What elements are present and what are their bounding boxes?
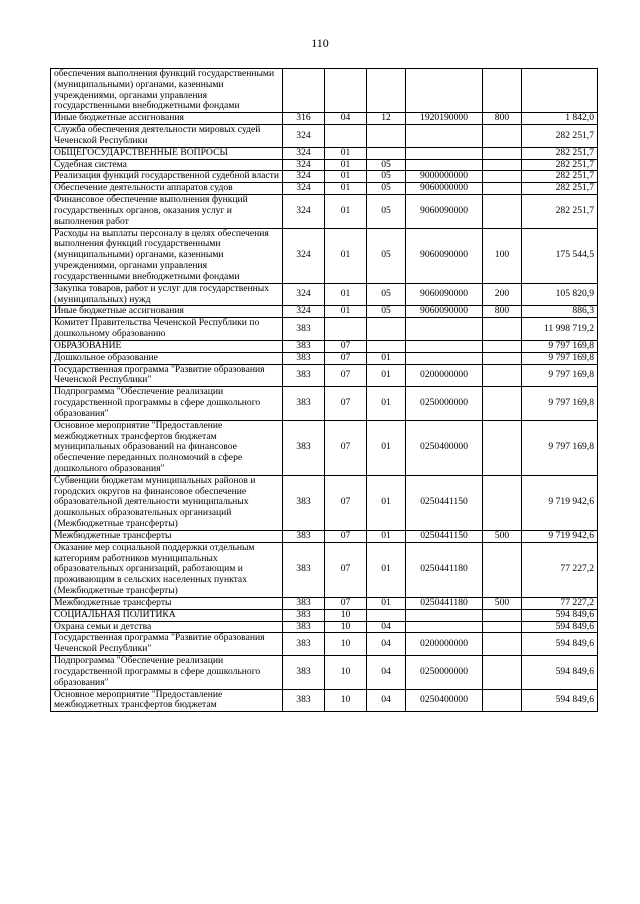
row-name-cell: Подпрограмма "Обеспечение реализации государственной программы в сфере дошкольного образования" xyxy=(51,656,283,689)
expense-type-cell xyxy=(483,352,522,364)
target-article-cell: 0250000000 xyxy=(406,387,483,420)
amount-cell: 77 227,2 xyxy=(522,542,598,597)
amount-cell: 9 797 169,8 xyxy=(522,352,598,364)
table-row xyxy=(51,364,598,387)
amount-cell: 9 797 169,8 xyxy=(522,340,598,352)
amount-cell: 594 849,6 xyxy=(522,689,598,712)
ved-code-cell: 383 xyxy=(283,340,325,352)
table-row xyxy=(51,69,598,113)
table-row xyxy=(51,195,598,228)
amount-cell: 9 797 169,8 xyxy=(522,364,598,387)
target-article-cell: 0250441180 xyxy=(406,542,483,597)
table-row xyxy=(51,689,598,712)
row-name-cell: Иные бюджетные ассигнования xyxy=(51,306,283,318)
subsection-code-cell: 01 xyxy=(367,597,406,609)
ved-code-cell: 324 xyxy=(283,147,325,159)
subsection-code-cell xyxy=(367,125,406,148)
table-row xyxy=(51,530,598,542)
target-article-cell: 9000000000 xyxy=(406,171,483,183)
target-article-cell xyxy=(406,609,483,621)
row-name-cell: Оказание мер социальной поддержки отдельным категориям работников муниципальных образовательных организаций, работающим и проживающим в сельских населенных пунктах (Межбюджетные трансферты) xyxy=(51,542,283,597)
target-article-cell xyxy=(406,69,483,113)
subsection-code-cell: 05 xyxy=(367,283,406,306)
ved-code-cell: 324 xyxy=(283,159,325,171)
expense-type-cell xyxy=(483,340,522,352)
ved-code-cell: 383 xyxy=(283,609,325,621)
section-code-cell: 01 xyxy=(325,147,367,159)
amount-cell xyxy=(522,69,598,113)
expense-type-cell xyxy=(483,147,522,159)
row-name-cell: Служба обеспечения деятельности мировых судей Чеченской Республики xyxy=(51,125,283,148)
table-row xyxy=(51,306,598,318)
amount-cell: 175 544,5 xyxy=(522,228,598,283)
table-row xyxy=(51,318,598,341)
table-row xyxy=(51,656,598,689)
section-code-cell: 04 xyxy=(325,113,367,125)
table-row xyxy=(51,597,598,609)
section-code-cell: 01 xyxy=(325,159,367,171)
row-name-cell: Межбюджетные трансферты xyxy=(51,597,283,609)
table-row xyxy=(51,159,598,171)
expense-type-cell: 100 xyxy=(483,228,522,283)
ved-code-cell: 383 xyxy=(283,352,325,364)
table-row xyxy=(51,228,598,283)
amount-cell: 105 820,9 xyxy=(522,283,598,306)
table-row xyxy=(51,125,598,148)
page-number: 110 xyxy=(311,36,329,50)
expense-type-cell: 500 xyxy=(483,530,522,542)
subsection-code-cell xyxy=(367,609,406,621)
table-row xyxy=(51,283,598,306)
subsection-code-cell: 01 xyxy=(367,352,406,364)
row-name-cell: Иные бюджетные ассигнования xyxy=(51,113,283,125)
amount-cell: 594 849,6 xyxy=(522,609,598,621)
ved-code-cell: 324 xyxy=(283,171,325,183)
section-code-cell: 07 xyxy=(325,597,367,609)
section-code-cell: 01 xyxy=(325,283,367,306)
subsection-code-cell: 05 xyxy=(367,159,406,171)
target-article-cell: 0200000000 xyxy=(406,364,483,387)
target-article-cell xyxy=(406,318,483,341)
amount-cell: 594 849,6 xyxy=(522,633,598,656)
expense-type-cell: 800 xyxy=(483,306,522,318)
amount-cell: 594 849,6 xyxy=(522,656,598,689)
expense-type-cell xyxy=(483,621,522,633)
target-article-cell xyxy=(406,621,483,633)
budget-table-body xyxy=(51,69,598,712)
subsection-code-cell: 01 xyxy=(367,475,406,530)
amount-cell: 282 251,7 xyxy=(522,195,598,228)
section-code-cell: 07 xyxy=(325,530,367,542)
expense-type-cell xyxy=(483,159,522,171)
target-article-cell: 0250000000 xyxy=(406,656,483,689)
expense-type-cell xyxy=(483,542,522,597)
section-code-cell: 01 xyxy=(325,195,367,228)
target-article-cell: 9060090000 xyxy=(406,228,483,283)
row-name-cell: Расходы на выплаты персоналу в целях обеспечения выполнения функций государственными (муниципальными) органами, казенными учреждениями, органами управления государственными внебюджетными фондами xyxy=(51,228,283,283)
row-name-cell: Государственная программа "Развитие образования Чеченской Республики" xyxy=(51,364,283,387)
target-article-cell xyxy=(406,159,483,171)
row-name-cell: Обеспечение деятельности аппаратов судов xyxy=(51,183,283,195)
row-name-cell: Комитет Правительства Чеченской Республики по дошкольному образованию xyxy=(51,318,283,341)
section-code-cell: 07 xyxy=(325,420,367,475)
target-article-cell: 9060090000 xyxy=(406,306,483,318)
row-name-cell: обеспечения выполнения функций государственными (муниципальными) органами, казенными учреждениями, органами управления государственными внебюджетными фондами xyxy=(51,69,283,113)
section-code-cell: 01 xyxy=(325,306,367,318)
row-name-cell: Финансовое обеспечение выполнения функций государственных органов, оказания услуг и выполнения работ xyxy=(51,195,283,228)
target-article-cell: 0250441150 xyxy=(406,475,483,530)
row-name-cell: Подпрограмма "Обеспечение реализации государственной программы в сфере дошкольного образования" xyxy=(51,387,283,420)
ved-code-cell: 316 xyxy=(283,113,325,125)
table-row xyxy=(51,609,598,621)
amount-cell: 282 251,7 xyxy=(522,183,598,195)
ved-code-cell: 324 xyxy=(283,228,325,283)
section-code-cell: 07 xyxy=(325,364,367,387)
section-code-cell: 10 xyxy=(325,609,367,621)
amount-cell: 886,3 xyxy=(522,306,598,318)
expense-type-cell xyxy=(483,318,522,341)
amount-cell: 282 251,7 xyxy=(522,171,598,183)
expense-type-cell xyxy=(483,171,522,183)
amount-cell: 9 797 169,8 xyxy=(522,420,598,475)
row-name-cell: ОБЩЕГОСУДАРСТВЕННЫЕ ВОПРОСЫ xyxy=(51,147,283,159)
section-code-cell: 07 xyxy=(325,475,367,530)
table-row xyxy=(51,147,598,159)
subsection-code-cell: 05 xyxy=(367,306,406,318)
amount-cell: 1 842,0 xyxy=(522,113,598,125)
amount-cell: 282 251,7 xyxy=(522,159,598,171)
row-name-cell: Государственная программа "Развитие образования Чеченской Республики" xyxy=(51,633,283,656)
target-article-cell: 0250441150 xyxy=(406,530,483,542)
section-code-cell xyxy=(325,125,367,148)
row-name-cell: Субвенции бюджетам муниципальных районов и городских округов на финансовое обеспечение образовательной деятельности муниципальных дошкольных образовательных организаций (Межбюджетные трансферты) xyxy=(51,475,283,530)
row-name-cell: ОБРАЗОВАНИЕ xyxy=(51,340,283,352)
ved-code-cell: 383 xyxy=(283,633,325,656)
amount-cell: 594 849,6 xyxy=(522,621,598,633)
section-code-cell xyxy=(325,318,367,341)
row-name-cell: Дошкольное образование xyxy=(51,352,283,364)
row-name-cell: Реализация функций государственной судебной власти xyxy=(51,171,283,183)
subsection-code-cell: 01 xyxy=(367,420,406,475)
table-row xyxy=(51,352,598,364)
row-name-cell: Охрана семьи и детства xyxy=(51,621,283,633)
target-article-cell xyxy=(406,352,483,364)
section-code-cell: 10 xyxy=(325,621,367,633)
section-code-cell: 07 xyxy=(325,340,367,352)
ved-code-cell: 383 xyxy=(283,420,325,475)
section-code-cell: 07 xyxy=(325,352,367,364)
ved-code-cell: 324 xyxy=(283,283,325,306)
ved-code-cell: 383 xyxy=(283,530,325,542)
table-row xyxy=(51,113,598,125)
section-code-cell: 01 xyxy=(325,183,367,195)
ved-code-cell: 324 xyxy=(283,195,325,228)
target-article-cell: 0250400000 xyxy=(406,689,483,712)
amount-cell: 282 251,7 xyxy=(522,147,598,159)
row-name-cell: СОЦИАЛЬНАЯ ПОЛИТИКА xyxy=(51,609,283,621)
ved-code-cell: 383 xyxy=(283,475,325,530)
table-row xyxy=(51,183,598,195)
table-row xyxy=(51,420,598,475)
target-article-cell: 0250441180 xyxy=(406,597,483,609)
subsection-code-cell: 04 xyxy=(367,621,406,633)
row-name-cell: Основное мероприятие "Предоставление межбюджетных трансфертов бюджетам xyxy=(51,689,283,712)
ved-code-cell: 383 xyxy=(283,689,325,712)
ved-code-cell: 383 xyxy=(283,387,325,420)
table-row xyxy=(51,340,598,352)
target-article-cell: 9060090000 xyxy=(406,283,483,306)
section-code-cell: 10 xyxy=(325,633,367,656)
amount-cell: 9 797 169,8 xyxy=(522,387,598,420)
ved-code-cell: 383 xyxy=(283,318,325,341)
expense-type-cell xyxy=(483,656,522,689)
row-name-cell: Судебная система xyxy=(51,159,283,171)
expense-type-cell xyxy=(483,69,522,113)
row-name-cell: Межбюджетные трансферты xyxy=(51,530,283,542)
target-article-cell: 0200000000 xyxy=(406,633,483,656)
subsection-code-cell: 05 xyxy=(367,183,406,195)
target-article-cell: 1920190000 xyxy=(406,113,483,125)
expense-type-cell xyxy=(483,609,522,621)
row-name-cell: Основное мероприятие "Предоставление межбюджетных трансфертов бюджетам муниципальных образований на финансовое обеспечение переданных полномочий в сфере дошкольного образования" xyxy=(51,420,283,475)
subsection-code-cell xyxy=(367,340,406,352)
amount-cell: 282 251,7 xyxy=(522,125,598,148)
expense-type-cell xyxy=(483,195,522,228)
subsection-code-cell: 01 xyxy=(367,364,406,387)
target-article-cell xyxy=(406,125,483,148)
subsection-code-cell: 01 xyxy=(367,542,406,597)
expense-type-cell: 500 xyxy=(483,597,522,609)
table-row xyxy=(51,475,598,530)
expense-type-cell xyxy=(483,364,522,387)
expense-type-cell: 200 xyxy=(483,283,522,306)
section-code-cell: 01 xyxy=(325,228,367,283)
subsection-code-cell xyxy=(367,318,406,341)
subsection-code-cell: 04 xyxy=(367,656,406,689)
target-article-cell: 0250400000 xyxy=(406,420,483,475)
table-row xyxy=(51,633,598,656)
target-article-cell: 9060090000 xyxy=(406,195,483,228)
row-name-cell: Закупка товаров, работ и услуг для государственных (муниципальных) нужд xyxy=(51,283,283,306)
ved-code-cell: 383 xyxy=(283,364,325,387)
expense-type-cell: 800 xyxy=(483,113,522,125)
amount-cell: 77 227,2 xyxy=(522,597,598,609)
section-code-cell: 07 xyxy=(325,387,367,420)
ved-code-cell: 324 xyxy=(283,183,325,195)
subsection-code-cell: 05 xyxy=(367,228,406,283)
ved-code-cell: 383 xyxy=(283,656,325,689)
amount-cell: 9 719 942,6 xyxy=(522,475,598,530)
subsection-code-cell xyxy=(367,69,406,113)
table-row xyxy=(51,171,598,183)
subsection-code-cell: 05 xyxy=(367,195,406,228)
amount-cell: 11 998 719,2 xyxy=(522,318,598,341)
subsection-code-cell: 05 xyxy=(367,171,406,183)
ved-code-cell: 383 xyxy=(283,597,325,609)
ved-code-cell: 383 xyxy=(283,621,325,633)
ved-code-cell: 324 xyxy=(283,306,325,318)
target-article-cell xyxy=(406,147,483,159)
section-code-cell: 07 xyxy=(325,542,367,597)
subsection-code-cell: 04 xyxy=(367,633,406,656)
subsection-code-cell: 01 xyxy=(367,530,406,542)
expense-type-cell xyxy=(483,420,522,475)
subsection-code-cell: 01 xyxy=(367,387,406,420)
subsection-code-cell: 12 xyxy=(367,113,406,125)
table-row xyxy=(51,621,598,633)
budget-table xyxy=(50,68,598,712)
ved-code-cell: 324 xyxy=(283,125,325,148)
amount-cell: 9 719 942,6 xyxy=(522,530,598,542)
ved-code-cell xyxy=(283,69,325,113)
section-code-cell: 01 xyxy=(325,171,367,183)
expense-type-cell xyxy=(483,387,522,420)
section-code-cell: 10 xyxy=(325,656,367,689)
expense-type-cell xyxy=(483,183,522,195)
section-code-cell xyxy=(325,69,367,113)
target-article-cell: 9060000000 xyxy=(406,183,483,195)
expense-type-cell xyxy=(483,475,522,530)
expense-type-cell xyxy=(483,689,522,712)
table-row xyxy=(51,387,598,420)
subsection-code-cell: 04 xyxy=(367,689,406,712)
expense-type-cell xyxy=(483,633,522,656)
ved-code-cell: 383 xyxy=(283,542,325,597)
target-article-cell xyxy=(406,340,483,352)
section-code-cell: 10 xyxy=(325,689,367,712)
subsection-code-cell xyxy=(367,147,406,159)
table-row xyxy=(51,542,598,597)
expense-type-cell xyxy=(483,125,522,148)
